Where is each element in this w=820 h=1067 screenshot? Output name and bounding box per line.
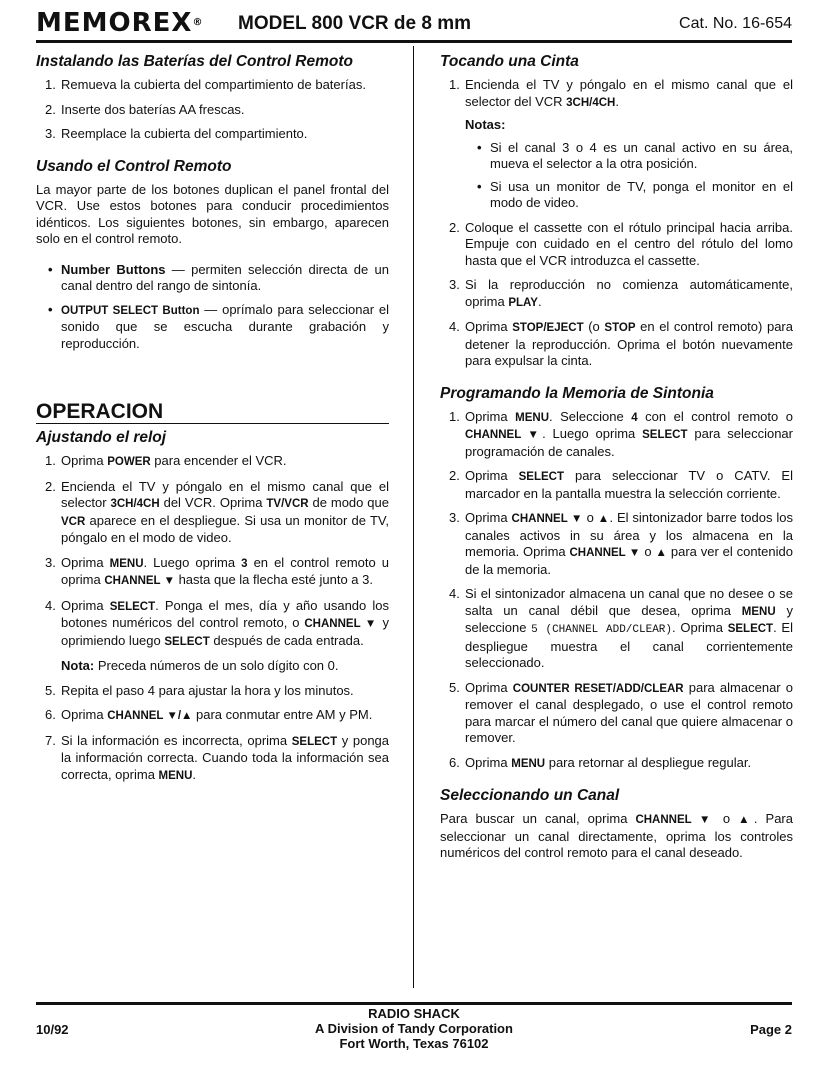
key-label: MENU	[741, 605, 776, 618]
play-heading: Tocando una Cinta	[440, 53, 579, 70]
company-name: RADIO SHACK	[368, 1006, 460, 1021]
clock-heading: Ajustando el reloj	[36, 429, 167, 446]
list-item: 7. Si la información es incorrecta, oprima SELECT y ponga la información correcta. Cuando toda la información sea correcta, oprima MENU.	[45, 732, 390, 782]
batteries-heading: Instalando las Baterías del Control Remoto	[36, 53, 353, 70]
key-label: SELECT	[518, 471, 564, 483]
remote-heading: Usando el Control Remoto	[36, 157, 232, 175]
key-label: ▲	[597, 513, 610, 525]
left-column	[36, 52, 389, 792]
key-label: PLAY	[508, 296, 538, 309]
key-label: ▲	[655, 547, 668, 559]
page-header	[36, 10, 792, 36]
key-label: COUNTER RESET/ADD/CLEAR	[512, 682, 684, 695]
key-label: POWER	[107, 456, 151, 468]
key-label: 3	[241, 557, 248, 570]
model-title: MODEL 800 VCR de 8 mm	[238, 13, 472, 34]
footer-date: 10/92	[36, 1022, 69, 1037]
company-address: Fort Worth, Texas 76102	[339, 1036, 489, 1051]
remote-bullets	[36, 262, 389, 353]
key-label: CHANNEL ▼	[104, 575, 175, 587]
list-item: • OUTPUT SELECT Button — oprímalo para seleccionar el sonido que se escucha durante grabación y reproducción.	[48, 301, 389, 351]
clock-note: Nota: Preceda números de un solo dígito con 0.	[61, 658, 339, 673]
key-label: MENU	[515, 411, 550, 424]
list-item: 2. Coloque el cassette con el rótulo principal hacia arriba. Empuje con cuidado en el centro del rótulo del lomo hasta que el VCR introduzca el cassette.	[449, 219, 793, 268]
clock-steps	[36, 453, 389, 784]
key-label: MENU	[158, 769, 193, 782]
key-label: STOP/EJECT	[512, 322, 584, 334]
select-channel-heading: Seleccionando un Canal	[440, 787, 620, 804]
list-item: • Si usa un monitor de TV, ponga el monitor en el modo de video.	[477, 178, 793, 210]
key-label: CHANNEL ▼	[511, 513, 583, 525]
operation-heading: OPERACION	[36, 400, 164, 423]
list-item: 1. Oprima MENU. Seleccione 4 con el control remoto o CHANNEL ▼. Luego oprima SELECT para seleccionar programación de canales.	[449, 408, 793, 459]
key-label: CHANNEL ▼	[304, 618, 378, 630]
list-item: 1. Oprima POWER para encender el VCR.	[45, 453, 287, 468]
key-label: CHANNEL ▼	[635, 814, 715, 826]
right-column	[440, 52, 793, 870]
notes-label: Notas:	[465, 117, 506, 132]
list-item: 3. Oprima CHANNEL ▼ o ▲. El sintonizador barre todos los canales activos in su área y los almacena en la memoria. Oprima CHANNEL ▼ o ▲ para ver el contenido de la memoria.	[449, 510, 793, 577]
key-label: SELECT	[642, 429, 688, 441]
list-item: 6. Oprima MENU para retornar al despliegue regular.	[449, 754, 752, 770]
footer-company	[36, 1006, 792, 1051]
key-label: MENU	[511, 757, 546, 770]
key-label: STOP	[604, 322, 636, 334]
key-label: ▲	[738, 814, 754, 826]
list-item: 5. Repita el paso 4 para ajustar la hora y los minutos.	[45, 682, 354, 698]
key-label: SELECT	[109, 600, 156, 613]
list-item: 4. Si el sintonizador almacena un canal que no desee o se salta un canal débil que desea, oprima MENU y seleccione 5 (CHANNEL ADD/CLEAR). Oprima SELECT. El despliegue muestra el canal corrientemente seleccionado.	[449, 586, 793, 670]
key-label: VCR	[61, 515, 86, 528]
key-label: SELECT	[727, 623, 774, 635]
catalog-number: Cat. No. 16-654	[679, 15, 792, 32]
key-label: 5 (CHANNEL ADD/CLEAR)	[531, 624, 673, 636]
memory-heading: Programando la Memoria de Sintonia	[440, 384, 714, 402]
list-item: 3. Reemplace la cubierta del compartimiento.	[45, 126, 308, 141]
list-item: 1. Remueva la cubierta del compartimiento de baterías.	[45, 77, 366, 92]
list-item: 1. Encienda el TV y póngalo en el mismo canal que el selector del VCR 3CH/4CH. Notas: • Si el canal 3 o 4 es un canal activo en su área, mueva el selector a la otra posición. • Si usa un monitor de TV, ponga el monitor en el modo de video.	[449, 77, 793, 210]
brand-logo: MEMOREX®	[36, 8, 204, 38]
list-item: 3. Oprima MENU. Luego oprima 3 en el control remoto u oprima CHANNEL ▼ hasta que la flecha esté junto a 3.	[45, 554, 389, 587]
page-footer	[36, 1006, 792, 1056]
key-label: 3CH/4CH	[566, 96, 616, 109]
list-item: 3. Si la reproducción no comienza automáticamente, oprima PLAY.	[449, 277, 793, 309]
list-item: 4. Oprima SELECT. Ponga el mes, día y año usando los botones numéricos del control remoto, o CHANNEL ▼ y oprimiendo luego SELECT después de cada entrada.	[45, 597, 389, 648]
list-item: 2. Inserte dos baterías AA frescas.	[45, 101, 245, 117]
select-channel-body: Para buscar un canal, oprima CHANNEL ▼ o ▲. Para seleccionar un canal directamente, oprima los controles numéricos del control remoto para el canal deseado.	[440, 811, 793, 860]
key-label: TV/VCR	[266, 498, 309, 510]
key-label: 4	[631, 411, 638, 424]
header-rule	[36, 40, 792, 43]
key-label: CHANNEL ▼	[465, 429, 543, 441]
key-label: SELECT	[291, 735, 338, 748]
key-label: CHANNEL ▼	[569, 547, 641, 559]
list-item: 6. Oprima CHANNEL ▼/▲ para conmutar entre AM y PM.	[45, 707, 373, 722]
remote-intro: La mayor parte de los botones duplican el panel frontal del VCR. Use estos botones para conducir procedimientos idénticos. Los siguientes botones, sin embargo, aparecen solo en el control remoto.	[36, 181, 389, 246]
list-item: • Si el canal 3 o 4 es un canal activo en su área, mueva el selector a la otra posición.	[477, 139, 793, 171]
play-steps	[440, 77, 793, 370]
memory-steps	[440, 409, 793, 773]
key-label: MENU	[109, 557, 144, 570]
column-divider	[413, 46, 414, 988]
key-label: SELECT	[164, 635, 210, 648]
key-label: CHANNEL ▼/▲	[107, 710, 193, 722]
list-item: 2. Encienda el TV y póngalo en el mismo canal que el selector 3CH/4CH del VCR. Oprima TV/VCR de modo que VCR aparece en el despliegue. Si usa un monitor de TV, póngalo en el modo de video.	[45, 478, 389, 545]
list-item: • Number Buttons — permiten selección directa de un canal dentro del rango de sintonía.	[48, 261, 389, 293]
key-label: 3CH/4CH	[110, 498, 160, 510]
play-notes	[465, 140, 793, 212]
footer-rule	[36, 1002, 792, 1005]
list-item: 5. Oprima COUNTER RESET/ADD/CLEAR para almacenar o remover el canal desplegado, o use el control remoto para marcar el número del canal que quiere almacenar o remover.	[449, 679, 794, 745]
company-division: A Division of Tandy Corporation	[315, 1021, 513, 1036]
page-number: Page 2	[750, 1022, 792, 1037]
list-item: 2. Oprima SELECT para seleccionar TV o CATV. El marcador en la pantalla muestra la selección corriente.	[449, 468, 793, 501]
list-item: 4. Oprima STOP/EJECT (o STOP en el control remoto) para detener la reproducción. Oprima el botón nuevamente para expulsar la cinta.	[449, 319, 793, 368]
batteries-steps	[36, 77, 389, 143]
